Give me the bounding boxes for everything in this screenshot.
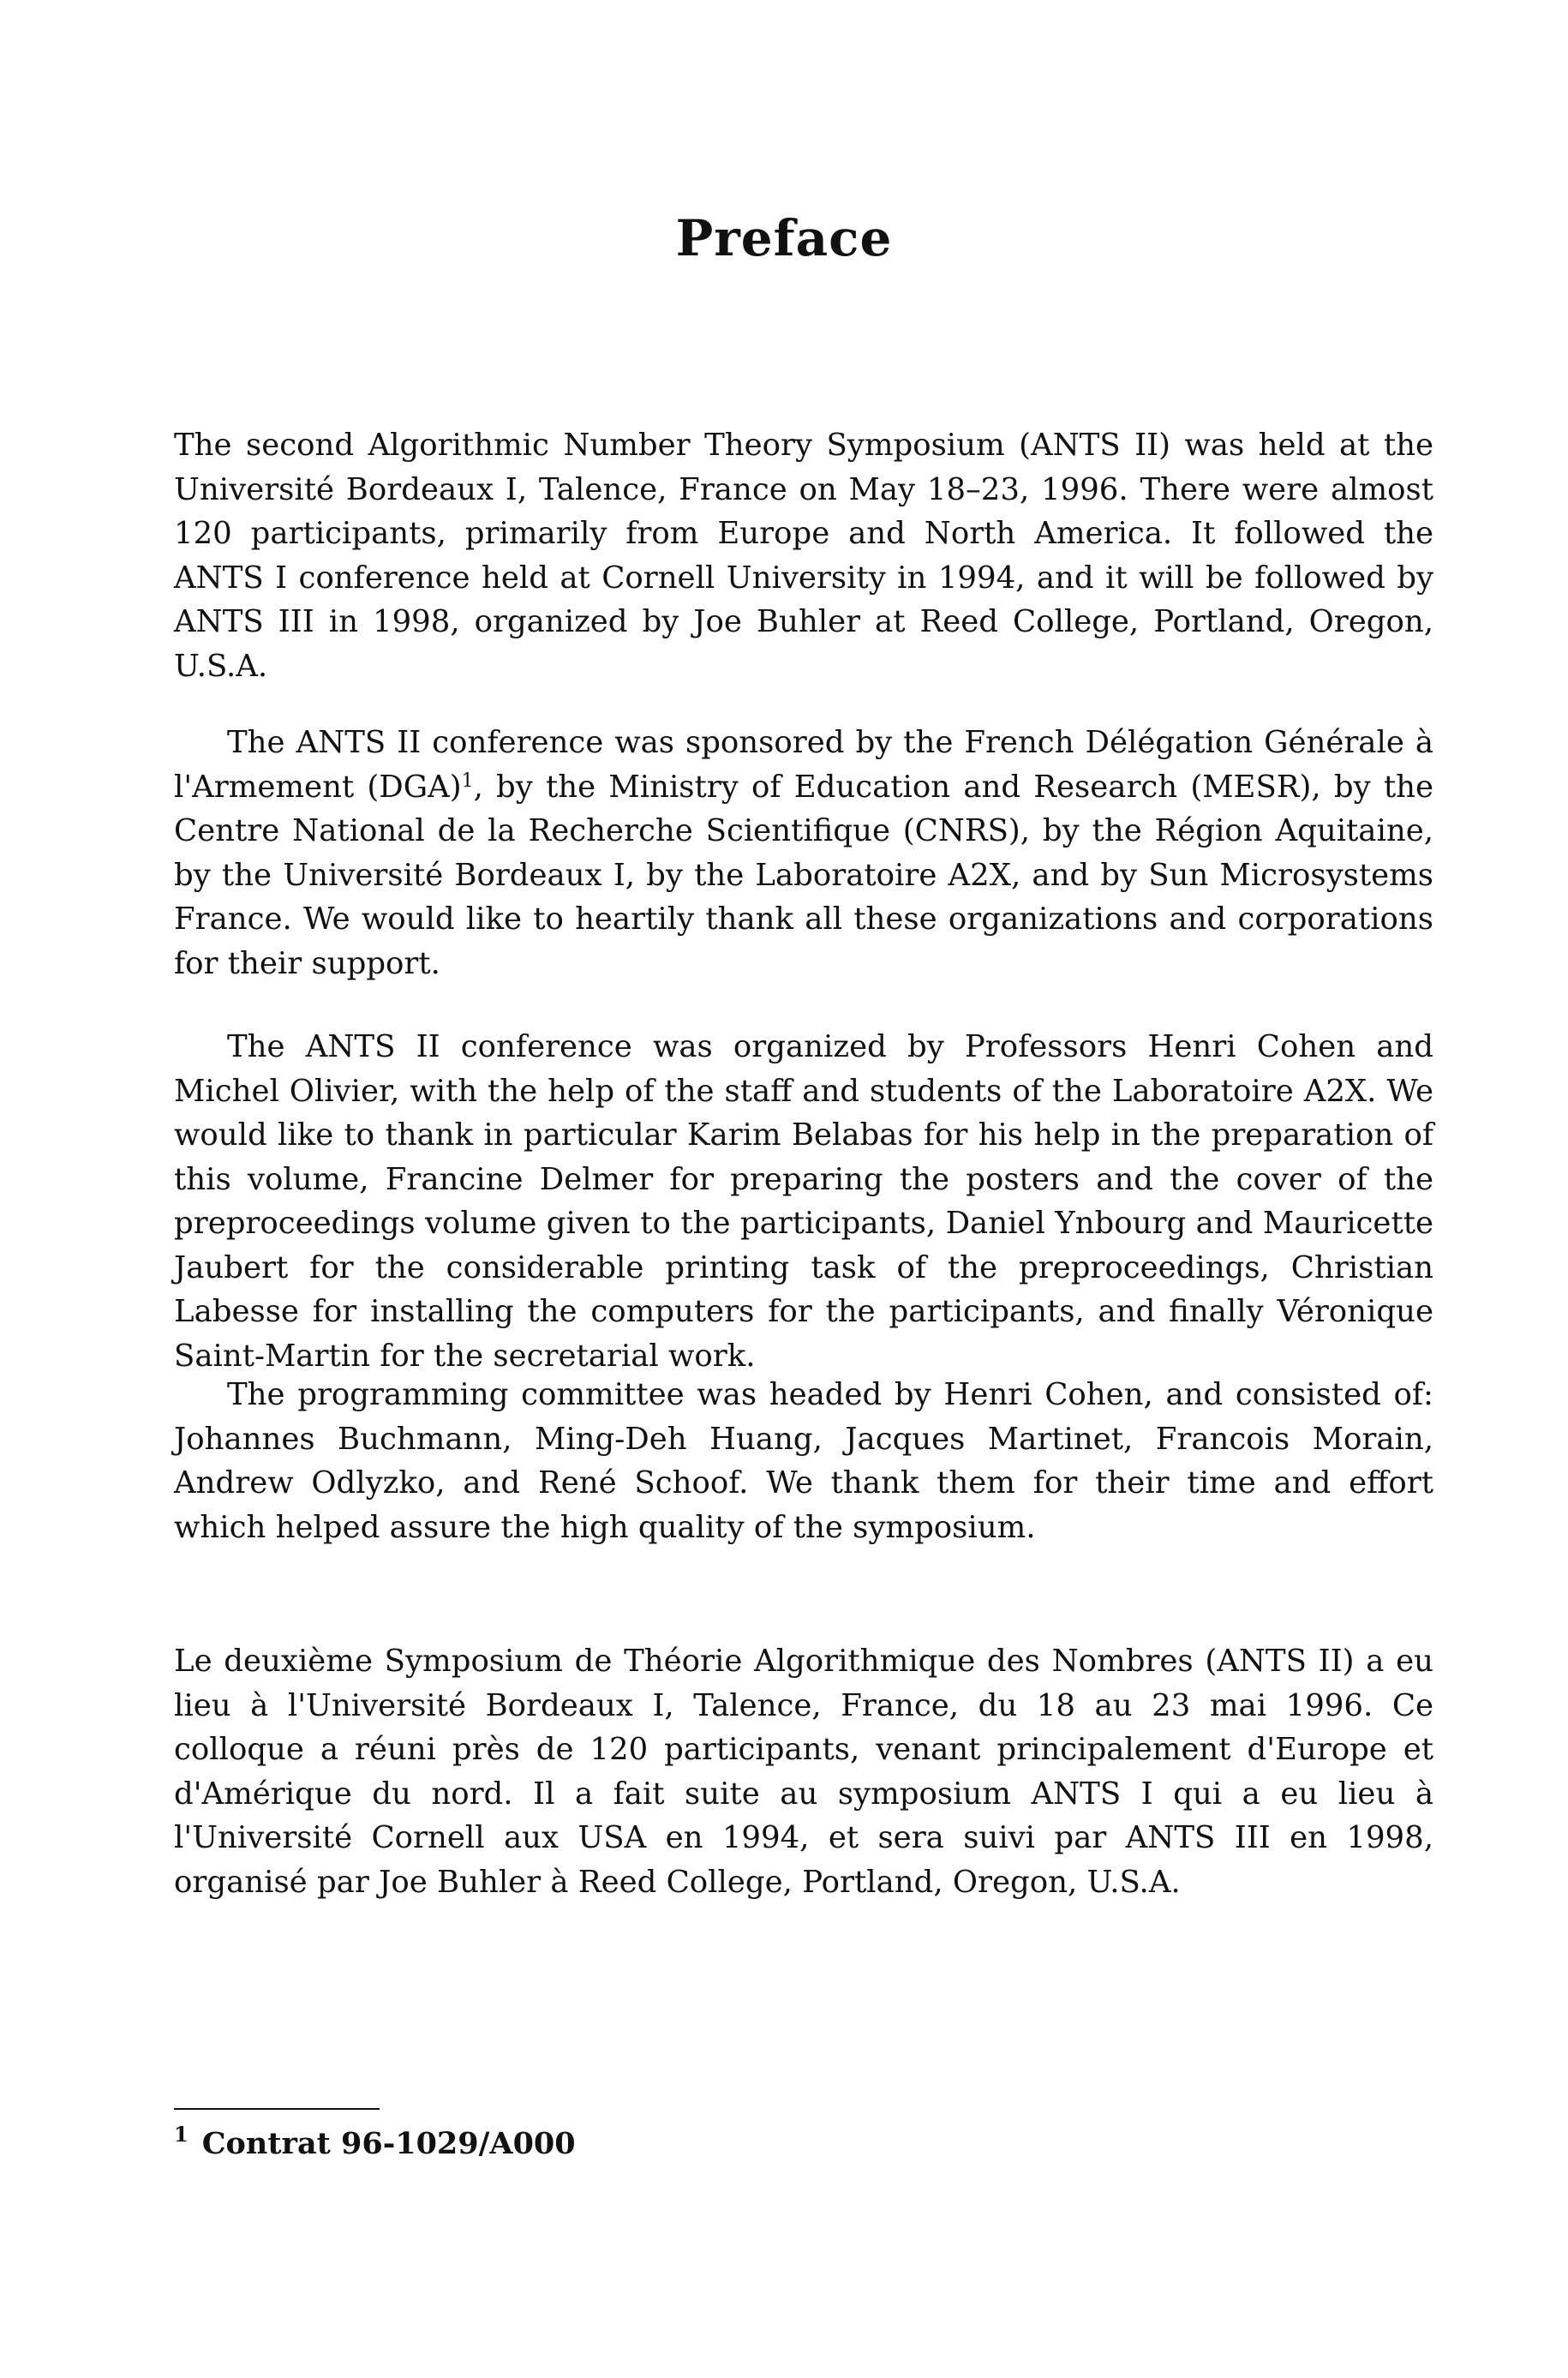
- sponsors-text-end: , by the Ministry of Education and Research (MESR), by the Centre National de la Recherche Scientifique (CNRS), by the Région Aquitaine, by the Université Bordeaux I, by the Laboratoire A2X, and by Sun Microsystems France. We would like to heartily thank all these organizations and corporations for their support.: [174, 769, 1433, 981]
- footnote-mark: 1: [174, 2122, 189, 2147]
- footnote-text: Contrat 96-1029/A000: [201, 2126, 576, 2161]
- sponsors-text-start: The ANTS II conference was sponsored by the French Délégation Générale à l'Armement (DGA): [174, 725, 1433, 805]
- footnote-divider: [174, 2108, 380, 2110]
- paragraph-sponsors: [174, 721, 1433, 985]
- page-title: Preface: [675, 208, 893, 267]
- paragraph-french-summary: Le deuxième Symposium de Théorie Algorithmique des Nombres (ANTS II) a eu lieu à l'Université Bordeaux I, Talence, France, du 18 au 23 mai 1996. Ce colloque a réuni près de 120 participants, venant principalement d'Europe et d'Amérique du nord. Il a fait suite au symposium ANTS I qui a eu lieu à l'Université Cornell aux USA en 1994, et sera suivi par ANTS III en 1998, organisé par Joe Buhler à Reed College, Portland, Oregon, U.S.A.: [174, 1644, 1433, 1900]
- paragraph-organizers: The ANTS II conference was organized by Professors Henri Cohen and Michel Olivier, with the help of the staff and students of the Laboratoire A2X. We would like to thank in particular Karim Belabas for his help in the preparation of this volume, Francine Delmer for preparing the posters and the cover of the preproceedings volume given to the participants, Daniel Ynbourg and Mauricette Jaubert for the considerable printing task of the preproceedings, Christian Labesse for installing the computers for the participants, and finally Véronique Saint-Martin for the secretarial work.: [174, 1029, 1433, 1374]
- paragraph-program-committee: The programming committee was headed by Henri Cohen, and consisted of: Johannes Buchmann, Ming-Deh Huang, Jacques Martinet, Francois Morain, Andrew Odlyzko, and René Schoof. We thank them for their time and effort which helped assure the high quality of the symposium.: [174, 1377, 1433, 1545]
- footnote-reference: 1: [461, 770, 474, 792]
- paragraph-ants-overview: The second Algorithmic Number Theory Symposium (ANTS II) was held at the Université Bordeaux I, Talence, France on May 18–23, 1996. There were almost 120 participants, primarily from Europe and North America. It followed the ANTS I conference held at Cornell University in 1994, and it will be followed by ANTS III in 1998, organized by Joe Buhler at Reed College, Portland, Oregon, U.S.A.: [174, 428, 1433, 684]
- footnote: [174, 2122, 576, 2161]
